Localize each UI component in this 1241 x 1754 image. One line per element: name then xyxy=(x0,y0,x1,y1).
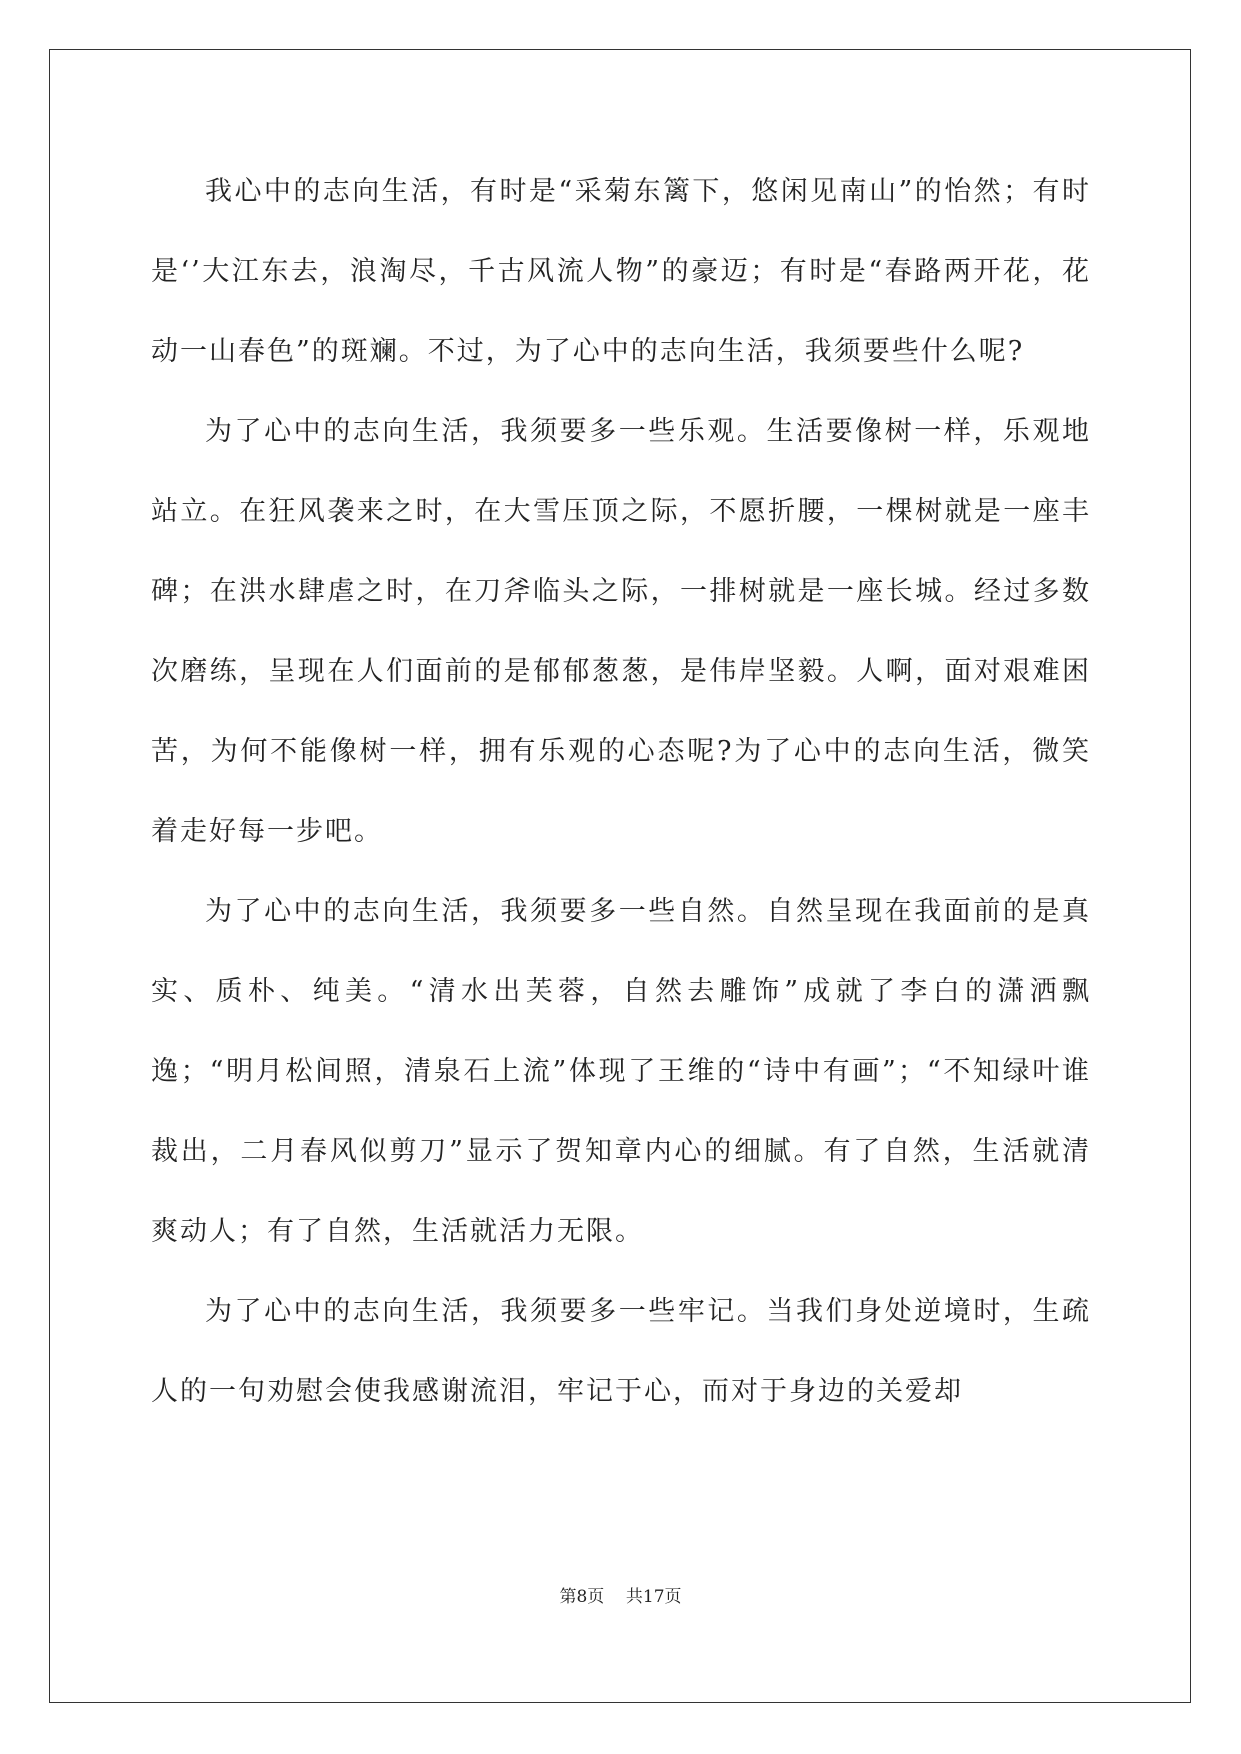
document-body xyxy=(151,152,1091,1432)
paragraph-4: 为了心中的志向生活，我须要多一些牢记。当我们身处逆境时，生疏人的一句劝慰会使我感谢流泪，牢记于心，而对于身边的关爱却 xyxy=(151,1296,1091,1407)
paragraph-3: 为了心中的志向生活，我须要多一些自然。自然呈现在我面前的是真实、质朴、纯美。“清水出芙蓉，自然去雕饰”成就了李白的潇洒飘逸；“明月松间照，清泉石上流”体现了王维的“诗中有画”；“不知绿叶谁裁出，二月春风似剪刀”显示了贺知章内心的细腻。有了自然，生活就清爽动人；有了自然，生活就活力无限。 xyxy=(151,896,1091,1247)
page-number: 第8页 xyxy=(559,1587,605,1607)
page-total: 共17页 xyxy=(625,1587,682,1607)
paragraph-2: 为了心中的志向生活，我须要多一些乐观。生活要像树一样，乐观地站立。在狂风袭来之时，在大雪压顶之际，不愿折腰，一棵树就是一座丰碑；在洪水肆虐之时，在刀斧临头之际，一排树就是一座长城。经过多数次磨练，呈现在人们面前的是郁郁葱葱，是伟岸坚毅。人啊，面对艰难困苦，为何不能像树一样，拥有乐观的心态呢?为了心中的志向生活，微笑着走好每一步吧。 xyxy=(151,416,1091,847)
paragraph-1: 我心中的志向生活，有时是“采菊东篱下，悠闲见南山”的怡然；有时是‘’大江东去，浪淘尽，千古风流人物”的豪迈；有时是“春路两开花，花动一山春色”的斑斓。不过，为了心中的志向生活，我须要些什么呢? xyxy=(151,176,1091,367)
page-footer xyxy=(0,1582,1241,1607)
